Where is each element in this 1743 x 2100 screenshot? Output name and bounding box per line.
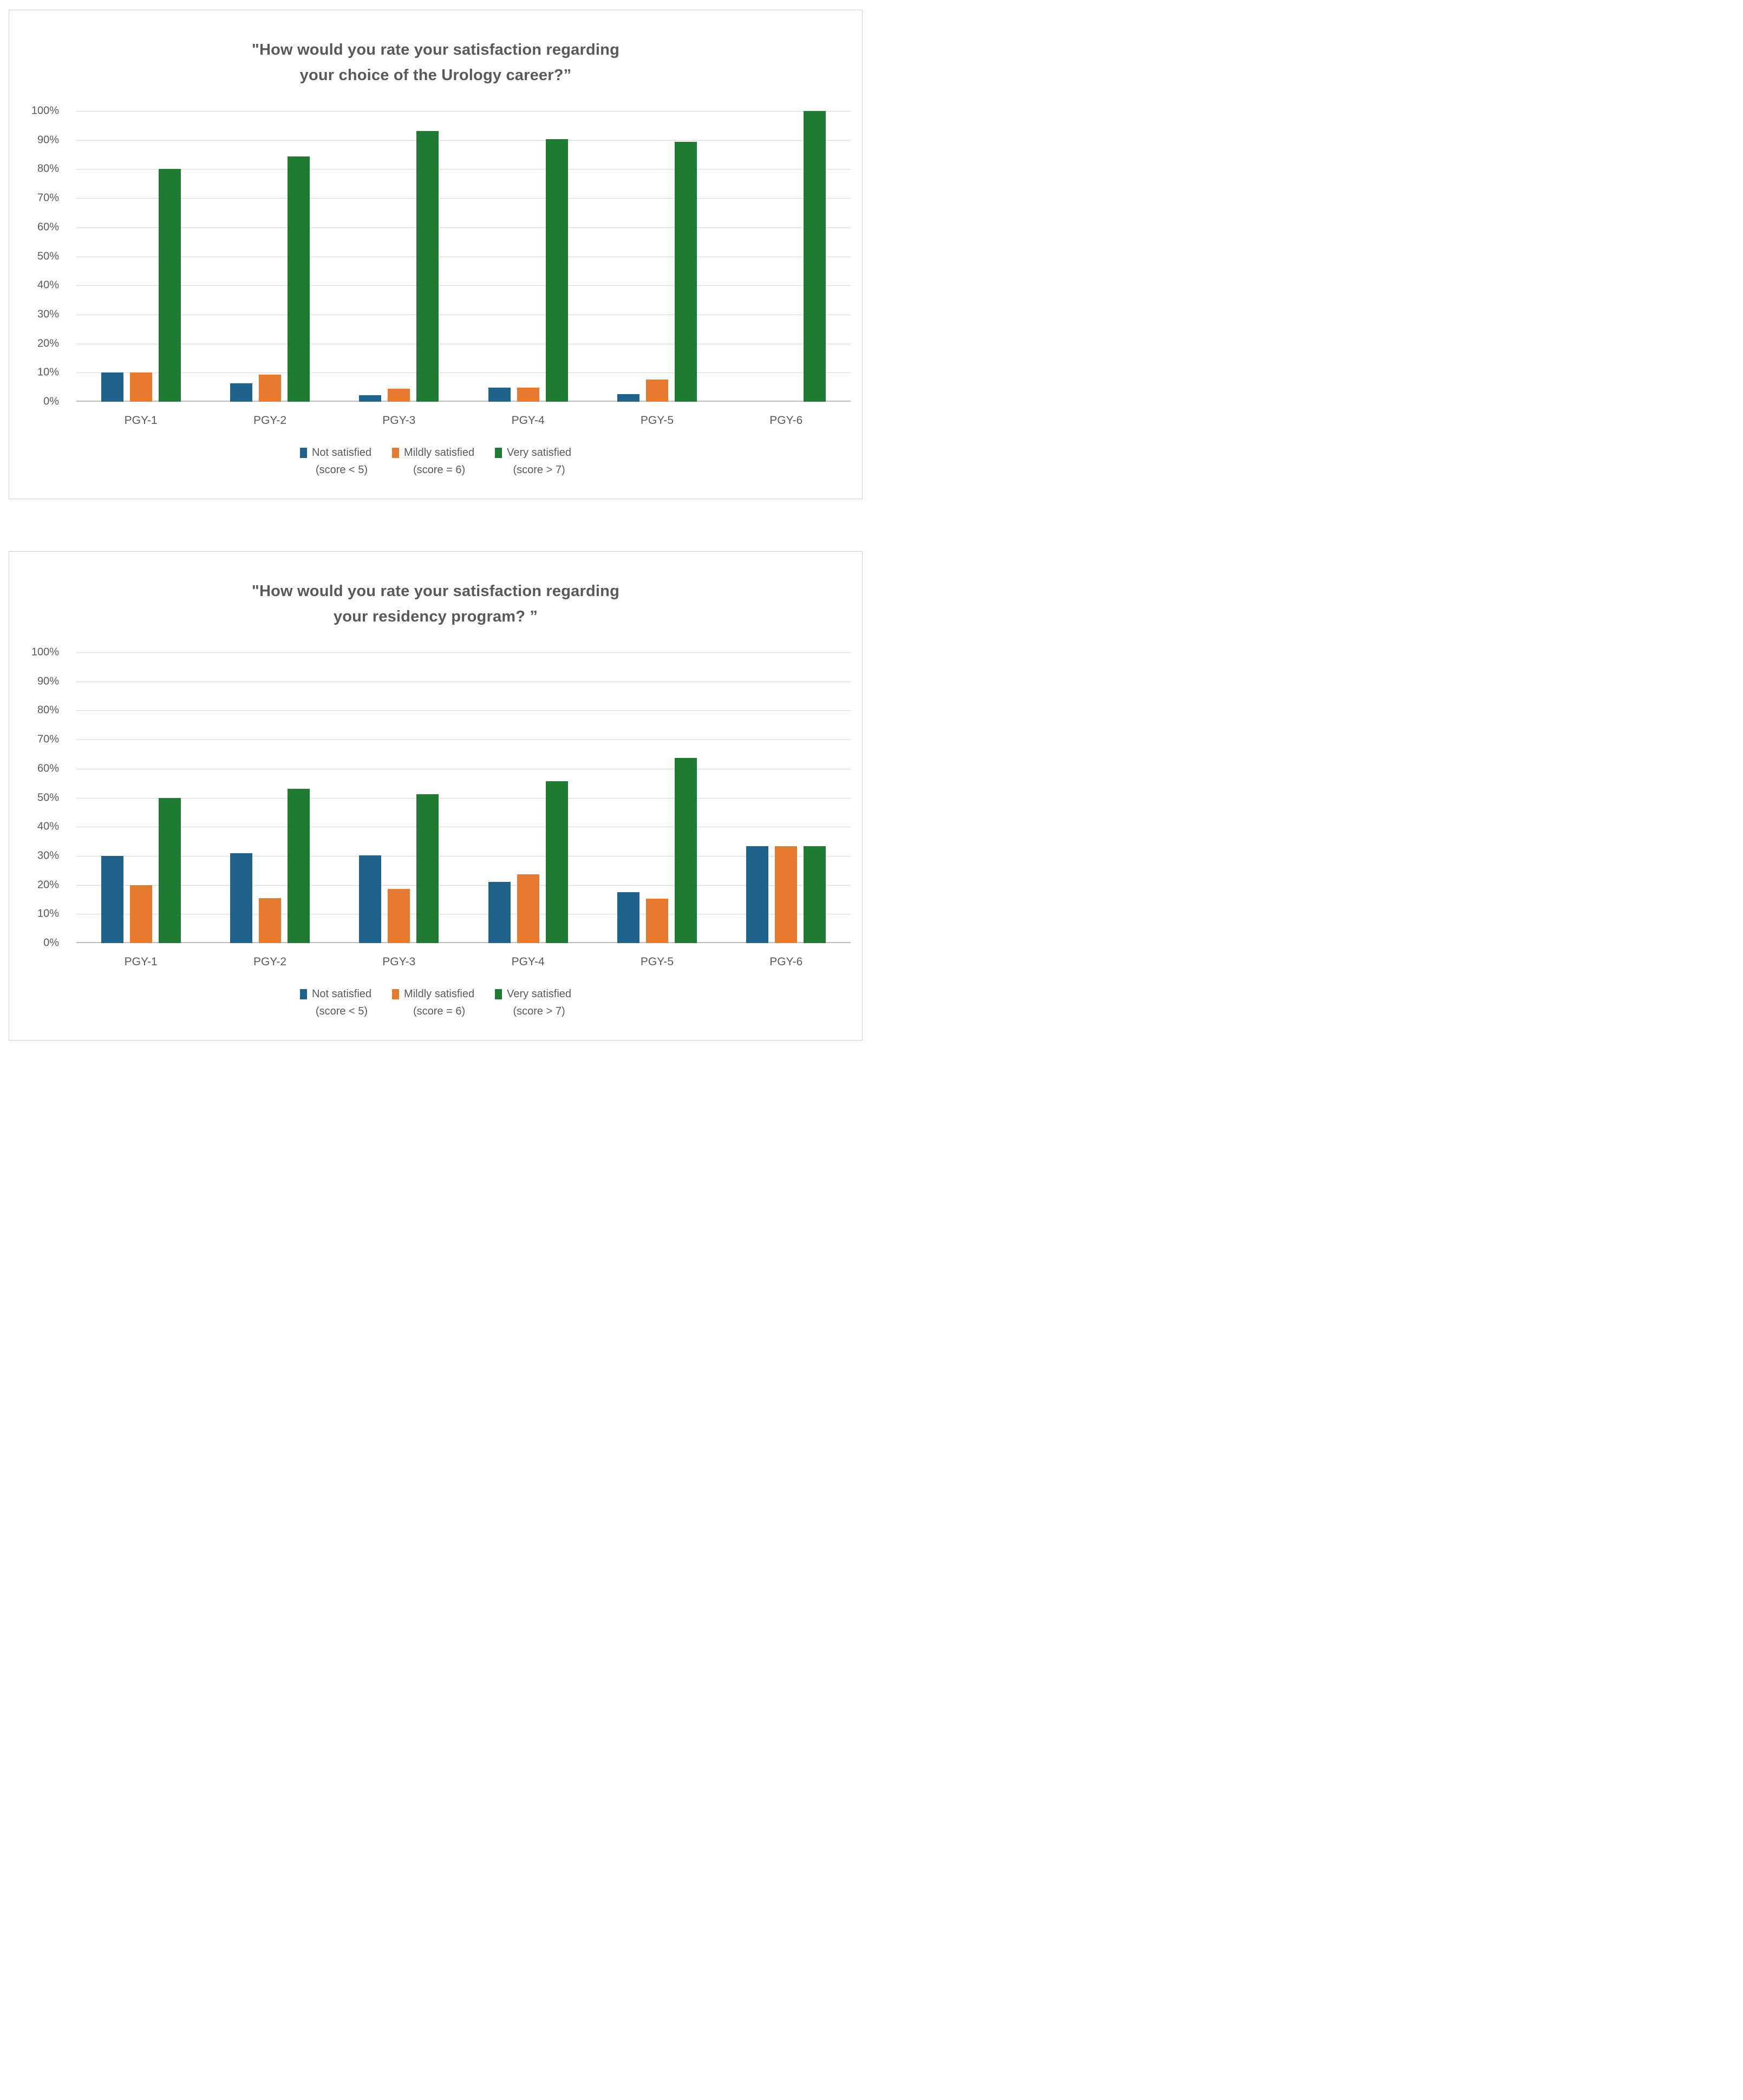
y-axis-tick-label: 90%	[37, 134, 59, 146]
legend	[9, 988, 862, 1018]
bar	[388, 889, 410, 943]
bar-group-pgy-4	[464, 652, 592, 943]
bar	[130, 372, 152, 402]
bar-group-pgy-5	[592, 111, 721, 402]
x-axis-labels	[76, 414, 851, 427]
legend-label: Mildly satisfied	[404, 988, 475, 1000]
bar	[130, 885, 152, 943]
y-axis-tick-label: 30%	[37, 308, 59, 320]
y-axis	[9, 646, 59, 949]
bar	[230, 853, 252, 943]
x-axis-category-label: PGY-1	[124, 956, 158, 968]
bar	[230, 383, 252, 402]
legend-swatch-icon	[392, 989, 399, 999]
y-axis-tick-label: 20%	[37, 337, 59, 350]
y-axis-tick-label: 50%	[37, 791, 59, 803]
x-axis-category-label: PGY-2	[253, 956, 287, 968]
bar	[288, 156, 310, 402]
y-axis-tick-label: 40%	[37, 820, 59, 833]
y-axis-tick-label: 10%	[37, 366, 59, 378]
chart-title-line2: your residency program? ”	[333, 608, 538, 625]
legend-sublabel: (score = 6)	[413, 464, 466, 476]
bar	[159, 798, 181, 944]
x-axis-category-label: PGY-1	[124, 414, 158, 427]
bar-groups	[76, 652, 851, 943]
bar	[359, 855, 381, 943]
legend-item	[300, 988, 371, 1018]
chart-title	[42, 37, 830, 88]
bar	[259, 375, 281, 402]
legend-item	[392, 988, 474, 1018]
bar	[804, 846, 826, 943]
bar-group-pgy-4	[464, 111, 592, 402]
x-axis-labels	[76, 956, 851, 969]
chart-title-line1: "How would you rate your satisfaction regarding	[252, 41, 619, 58]
bar-group-pgy-1	[76, 111, 205, 402]
x-axis-category-label: PGY-5	[640, 956, 674, 968]
legend-item	[495, 447, 571, 476]
bar	[259, 898, 281, 943]
y-axis-tick-label: 90%	[37, 675, 59, 688]
legend-item	[392, 447, 474, 476]
bar	[617, 394, 639, 402]
y-axis-tick-label: 100%	[31, 646, 59, 658]
y-axis-tick-label: 60%	[37, 762, 59, 775]
chart-title	[42, 579, 830, 630]
y-axis-tick-label: 40%	[37, 279, 59, 291]
legend-label: Very satisfied	[507, 447, 572, 459]
legend-swatch-icon	[392, 448, 399, 458]
legend-item-line1	[300, 447, 371, 459]
bar-group-pgy-6	[722, 111, 851, 402]
legend-sublabel: (score < 5)	[315, 464, 368, 476]
y-axis-tick-label: 30%	[37, 849, 59, 862]
x-axis-category-label: PGY-5	[640, 414, 674, 427]
legend-item-line1	[495, 447, 571, 459]
legend-sublabel: (score = 6)	[413, 1005, 466, 1017]
legend-sublabel: (score < 5)	[315, 1005, 368, 1017]
bar-group-pgy-1	[76, 652, 205, 943]
y-axis-tick-label: 0%	[43, 395, 59, 408]
plot-area	[76, 111, 851, 402]
legend-item-line1	[300, 988, 371, 1000]
bar	[804, 111, 826, 402]
legend-sublabel: (score > 7)	[513, 464, 565, 476]
bar	[646, 899, 668, 943]
x-axis-category-label: PGY-4	[511, 414, 545, 427]
legend-label: Not satisfied	[311, 988, 372, 1000]
x-axis-category-label: PGY-6	[769, 956, 803, 968]
bar	[675, 142, 697, 402]
x-axis-category-label: PGY-3	[382, 414, 416, 427]
bar	[617, 892, 639, 944]
x-axis-category-label: PGY-4	[511, 956, 545, 968]
bar-group-pgy-3	[335, 652, 464, 943]
y-axis-tick-label: 80%	[37, 162, 59, 175]
career-satisfaction-chart-panel	[9, 10, 863, 499]
bar	[775, 846, 797, 943]
y-axis-tick-label: 100%	[31, 104, 59, 117]
bar	[675, 758, 697, 943]
bar-group-pgy-6	[722, 652, 851, 943]
bar-group-pgy-2	[205, 111, 334, 402]
bar	[546, 781, 568, 943]
legend-swatch-icon	[495, 989, 502, 999]
legend-swatch-icon	[495, 448, 502, 458]
bar-group-pgy-5	[592, 652, 721, 943]
bar	[388, 389, 410, 402]
y-axis	[9, 104, 59, 408]
bar	[517, 874, 539, 943]
bar	[101, 856, 123, 943]
y-axis-tick-label: 80%	[37, 704, 59, 716]
x-axis-category-label: PGY-6	[769, 414, 803, 427]
bar	[488, 388, 511, 402]
bar	[488, 882, 511, 943]
bar	[288, 789, 310, 943]
y-axis-tick-label: 50%	[37, 250, 59, 262]
legend-item	[495, 988, 571, 1018]
x-axis-category-label: PGY-3	[382, 956, 416, 968]
legend-sublabel: (score > 7)	[513, 1005, 565, 1017]
y-axis-tick-label: 60%	[37, 221, 59, 233]
chart-title-line1: "How would you rate your satisfaction regarding	[252, 583, 619, 600]
bar-group-pgy-2	[205, 652, 334, 943]
y-axis-tick-label: 10%	[37, 907, 59, 920]
bar	[359, 395, 381, 402]
bar	[646, 380, 668, 402]
y-axis-tick-label: 70%	[37, 733, 59, 745]
legend-item-line1	[392, 447, 474, 459]
legend	[9, 447, 862, 476]
legend-label: Not satisfied	[311, 447, 372, 459]
legend-swatch-icon	[300, 989, 307, 999]
legend-item-line1	[392, 988, 474, 1000]
y-axis-tick-label: 70%	[37, 192, 59, 204]
x-axis-category-label: PGY-2	[253, 414, 287, 427]
bar-group-pgy-3	[335, 111, 464, 402]
bar	[546, 139, 568, 402]
legend-item	[300, 447, 371, 476]
bar	[746, 846, 768, 943]
bar	[159, 169, 181, 402]
legend-label: Mildly satisfied	[404, 447, 475, 459]
bar-groups	[76, 111, 851, 402]
y-axis-tick-label: 20%	[37, 879, 59, 891]
bar	[101, 372, 123, 402]
program-satisfaction-chart-panel	[9, 551, 863, 1041]
bar	[416, 794, 439, 943]
legend-swatch-icon	[300, 448, 307, 458]
chart-title-line2: your choice of the Urology career?”	[299, 67, 572, 84]
figure-page	[0, 0, 872, 1050]
bar	[517, 388, 539, 402]
legend-item-line1	[495, 988, 571, 1000]
y-axis-tick-label: 0%	[43, 937, 59, 949]
bar	[416, 131, 439, 402]
plot-area	[76, 652, 851, 943]
legend-label: Very satisfied	[507, 988, 572, 1000]
